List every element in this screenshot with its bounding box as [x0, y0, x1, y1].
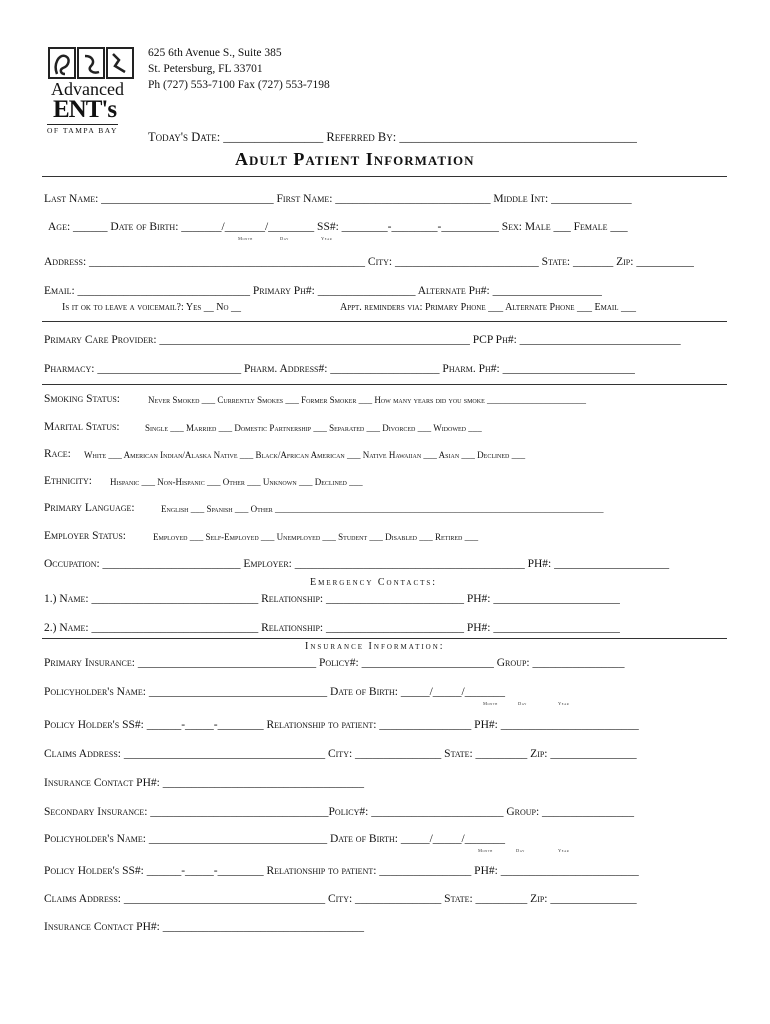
- policyholder-name-1[interactable]: Policyholder's Name: _______________________________ Date of Birth: _____/_____/_______: [44, 686, 505, 698]
- race-options[interactable]: White ___ American Indian/Alaska Native ___ Black/African American ___ Native Hawaiian ___ Asian ___ Declined ___: [84, 450, 526, 460]
- dob-year-hint: Year: [321, 236, 333, 241]
- pcp-line[interactable]: Primary Care Provider: ______________________________________________________ PCP Ph#: ____________________________: [44, 334, 681, 346]
- marital-label: Marital Status:: [44, 421, 120, 433]
- ethnicity-label: Ethnicity:: [44, 475, 92, 487]
- address-line[interactable]: Address: ________________________________________________ City: _________________________ State: _______ Zip: __________: [44, 256, 694, 268]
- page-title: Adult Patient Information: [235, 149, 475, 169]
- dob-day-hint: Day: [280, 236, 289, 241]
- claims-address-1[interactable]: Claims Address: ___________________________________ City: _______________ State: _________ Zip: _______________: [44, 748, 637, 760]
- insurance-contact-2[interactable]: Insurance Contact PH#: ___________________________________: [44, 921, 364, 933]
- divider-1: [42, 321, 727, 322]
- logo-line3: OF TAMPA BAY: [47, 126, 118, 135]
- holder1-day-hint: Day: [518, 701, 527, 706]
- clinic-address-line2: St. Petersburg, FL 33701: [148, 63, 263, 75]
- name-line[interactable]: Last Name: ______________________________ First Name: ___________________________ Middle Int: ______________: [44, 193, 632, 205]
- emergency-heading: Emergency Contacts:: [310, 577, 438, 588]
- secondary-insurance-line[interactable]: Secondary Insurance: _______________________________Policy#: _______________________ Group: ________________: [44, 806, 635, 818]
- divider-2: [42, 384, 727, 385]
- primary-insurance-line[interactable]: Primary Insurance: _______________________________ Policy#: _______________________ Group: ________________: [44, 657, 625, 669]
- marital-options[interactable]: Single ___ Married ___ Domestic Partnership ___ Separated ___ Divorced ___ Widowed ___: [145, 423, 482, 433]
- ethnicity-options[interactable]: Hispanic ___ Non-Hispanic ___ Other ___ Unknown ___ Declined ___: [110, 477, 363, 487]
- smoking-label: Smoking Status:: [44, 393, 120, 405]
- emergency-contact-1[interactable]: 1.) Name: _____________________________ Relationship: ________________________ PH#: ______________________: [44, 593, 620, 605]
- policy-holder-ss-1[interactable]: Policy Holder's SS#: ______-_____-________ Relationship to patient: ________________ PH#: ________________________: [44, 719, 639, 731]
- claims-address-2[interactable]: Claims Address: ___________________________________ City: _______________ State: _________ Zip: _______________: [44, 893, 637, 905]
- holder2-day-hint: Day: [516, 848, 525, 853]
- email-phone-line[interactable]: Email: ______________________________ Primary Ph#: _________________ Alternate Ph#: ___________________: [44, 285, 602, 297]
- title-divider: [42, 176, 727, 177]
- divider-3: [42, 638, 727, 639]
- dob-month-hint: Month: [238, 236, 253, 241]
- voicemail-line[interactable]: Is it ok to leave a voicemail?: Yes __ No __: [62, 302, 242, 313]
- language-options[interactable]: English ___ Spanish ___ Other _________________________________________________________________________: [161, 504, 604, 514]
- holder2-month-hint: Month: [478, 848, 493, 853]
- insurance-heading: Insurance Information:: [305, 641, 445, 652]
- todays-date-referred-line[interactable]: Today's Date: ________________ Referred By: ______________________________________: [148, 130, 637, 144]
- emergency-contact-2[interactable]: 2.) Name: _____________________________ Relationship: ________________________ PH#: ______________________: [44, 622, 620, 634]
- race-label: Race:: [44, 448, 71, 460]
- clinic-address-line1: 625 6th Avenue S., Suite 385: [148, 47, 282, 59]
- occupation-line[interactable]: Occupation: ________________________ Employer: ________________________________________ PH#: ____________________: [44, 558, 670, 570]
- language-label: Primary Language:: [44, 502, 135, 514]
- holder2-year-hint: Year: [558, 848, 570, 853]
- insurance-contact-1[interactable]: Insurance Contact PH#: ___________________________________: [44, 777, 364, 789]
- employer-options[interactable]: Employed ___ Self-Employed ___ Unemployed ___ Student ___ Disabled ___ Retired ___: [153, 532, 479, 542]
- logo-line1: Advanced: [51, 79, 124, 99]
- clinic-phone-fax: Ph (727) 553-7100 Fax (727) 553-7198: [148, 79, 330, 91]
- policy-holder-ss-2[interactable]: Policy Holder's SS#: ______-_____-________ Relationship to patient: ________________ PH#: ________________________: [44, 865, 639, 877]
- appt-reminders-line[interactable]: Appt. reminders via: Primary Phone ___ Alternate Phone ___ Email ___: [340, 302, 637, 313]
- employer-label: Employer Status:: [44, 530, 126, 542]
- policyholder-name-2[interactable]: Policyholder's Name: _______________________________ Date of Birth: _____/_____/_______: [44, 833, 505, 845]
- holder1-year-hint: Year: [558, 701, 570, 706]
- smoking-options[interactable]: Never Smoked ___ Currently Smokes ___ Former Smoker ___ How many years did you smoke ______________________: [148, 395, 587, 405]
- holder1-month-hint: Month: [483, 701, 498, 706]
- age-dob-ss-sex-line[interactable]: Age: ______ Date of Birth: _______/_______/________ SS#: ________-________-__________ Sex: Male ___ Female ___: [48, 221, 628, 233]
- clinic-logo: [47, 46, 136, 136]
- logo-line2: ENT's: [53, 96, 117, 123]
- pharmacy-line[interactable]: Pharmacy: _________________________ Pharm. Address#: ___________________ Pharm. Ph#: _______________________: [44, 363, 635, 375]
